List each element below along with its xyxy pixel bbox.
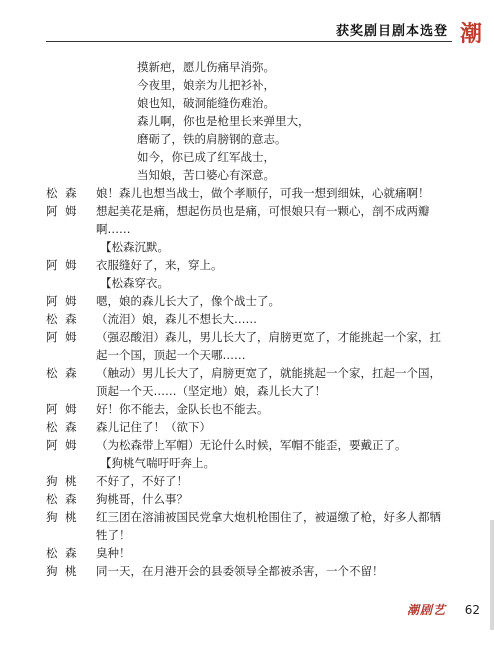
speaker-name: 狗 桃	[46, 510, 79, 524]
dialogue-line	[0, 418, 494, 436]
page-header	[0, 0, 494, 46]
verse-line: 磨砺了，铁的肩膀钢的意志。	[137, 132, 287, 146]
speech-text: 狗桃哥，什么事？	[96, 492, 188, 506]
stage-direction: 【松森穿衣。	[100, 276, 169, 290]
seal-logo-icon: 潮	[459, 21, 482, 47]
page-edge-tab	[490, 520, 494, 630]
speaker-name: 狗 桃	[46, 474, 79, 488]
dialogue-line	[0, 328, 494, 364]
dialogue-line	[0, 436, 494, 454]
speech-text: 红三团在溶浦被国民党拿大炮机枪围住了，被逼缴了枪，好多人都牺牲了！	[96, 510, 441, 542]
speaker-name: 松 森	[46, 492, 79, 506]
speaker-name: 松 森	[46, 186, 79, 200]
speaker-name: 松 森	[46, 546, 79, 560]
section-title: 获奖剧目剧本选登	[335, 24, 448, 39]
speaker-name: 松 森	[46, 312, 79, 326]
dialogue-line	[0, 472, 494, 490]
speaker-name: 阿 姆	[46, 402, 79, 416]
speech-text: 不好了，不好了！	[96, 474, 188, 488]
dialogue-line	[0, 256, 494, 274]
publication-logo-icon: 潮剧艺	[406, 603, 446, 617]
dialogue-line	[0, 202, 494, 238]
verse-line: 森儿啊，你也是枪里长来弹里大，	[137, 114, 310, 128]
dialogue-line	[0, 184, 494, 202]
speaker-name: 松 森	[46, 366, 79, 380]
speech-text: 同一天，在月港开会的县委领导全都被杀害，一个不留！	[96, 564, 384, 578]
dialogue-line	[0, 562, 494, 580]
dialogue-line	[0, 544, 494, 562]
script-body	[0, 58, 494, 580]
speech-text: 衣服缝好了，来，穿上。	[96, 258, 223, 272]
speech-text: 嗯，娘的森儿长大了，像个战士了。	[96, 294, 280, 308]
dialogue-line	[0, 292, 494, 310]
speech-text: 臭种！	[96, 546, 131, 560]
dialogue-line	[0, 364, 494, 400]
speaker-name: 狗 桃	[46, 564, 79, 578]
verse-line: 摸新疤，愿儿伤痛早消弥。	[137, 60, 275, 74]
speaker-name: 阿 姆	[46, 438, 79, 452]
speaker-name: 阿 姆	[46, 330, 79, 344]
verse-line: 如今，你已成了红军战士，	[137, 150, 275, 164]
dialogue-line	[0, 310, 494, 328]
song-verse	[137, 58, 494, 184]
verse-line: 当知娘，苦口婆心有深意。	[137, 168, 275, 182]
speech-text: 好！你不能去，金队长也不能去。	[96, 402, 269, 416]
verse-line: 今夜里，娘亲为儿把衫补，	[137, 78, 275, 92]
speaker-name: 松 森	[46, 420, 79, 434]
speech-text: 想起美花是痛，想起伤员也是痛，可恨娘只有一颗心，剖不成两瓣啊……	[96, 204, 430, 236]
stage-direction: 【松森沉默。	[100, 240, 169, 254]
speech-text: （强忍酸泪）森儿，男儿长大了，肩膀更宽了，才能挑起一个家，扛起一个国，顶起一个天哪……	[96, 330, 441, 362]
speech-text: （为松森带上军帽）无论什么时候，军帽不能歪，要戴正了。	[96, 438, 407, 452]
dialogue-line	[0, 508, 494, 544]
speech-text: （触动）男儿长大了，肩膀更宽了，就能挑起一个家，扛起一个国，顶起一个天……（坚定地）娘，森儿长大了！	[96, 366, 441, 398]
dialogue-line	[0, 400, 494, 418]
speech-text: （流泪）娘，森儿不想长大……	[96, 312, 257, 326]
speaker-name: 阿 姆	[46, 294, 79, 308]
page-number: 62	[464, 603, 480, 617]
dialogue-line	[0, 490, 494, 508]
speaker-name: 阿 姆	[46, 258, 79, 272]
verse-line: 娘也知，破洞能缝伤难治。	[137, 96, 275, 110]
speech-text: 娘！森儿也想当战士，做个孝顺仔，可我一想到细妹，心就痛啊！	[96, 186, 430, 200]
stage-direction: 【狗桃气喘吁吁奔上。	[100, 456, 215, 470]
header-divider	[46, 41, 452, 42]
speaker-name: 阿 姆	[46, 204, 79, 218]
speech-text: 森儿记住了！（欲下）	[96, 420, 211, 434]
